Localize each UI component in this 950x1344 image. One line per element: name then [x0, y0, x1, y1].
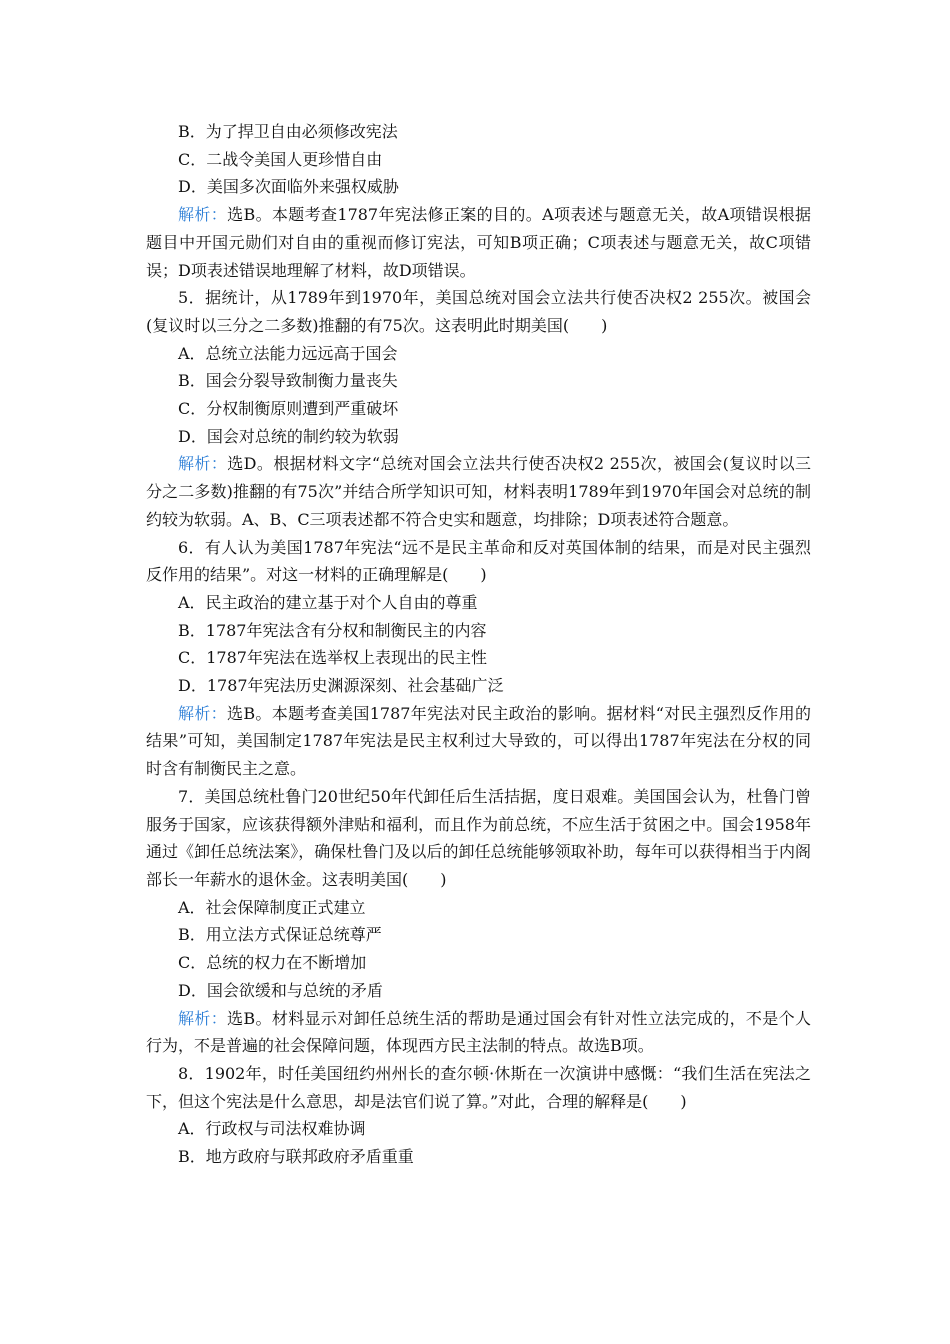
question-5-analysis — [146, 450, 811, 533]
analysis-label: 解析： — [178, 205, 228, 225]
prev-question-options — [146, 118, 811, 201]
analysis-text: 选D。根据材料文字“总统对国会立法共行使否决权2 255次，被国会(复议时以三分之二多数)推翻的有75次”并结合所学知识可知，材料表明1789年到1970年国会对总统的制约较为软弱。A、B、C三项表述都不符合史实和题意，均排除；D项表述符合题意。 — [146, 454, 811, 529]
question-7-analysis — [146, 1005, 811, 1060]
question-5-options — [146, 340, 811, 451]
analysis-text: 选B。本题考查美国1787年宪法对民主政治的影响。据材料“对民主强烈反作用的结果”可知，美国制定1787年宪法是民主权利过大导致的，可以得出1787年宪法在分权的同时含有制衡民主之意。 — [146, 703, 811, 779]
option-c: C．二战令美国人更珍惜自由 — [178, 149, 383, 169]
document-page — [146, 118, 811, 1171]
option-a: A．民主政治的建立基于对个人自由的尊重 — [178, 592, 478, 612]
question-6-options — [146, 589, 811, 700]
option-a: A．社会保障制度正式建立 — [178, 897, 366, 917]
question-8-options — [146, 1115, 811, 1170]
analysis-label: 解析： — [178, 703, 227, 723]
option-b: B．地方政府与联邦政府矛盾重重 — [178, 1147, 414, 1167]
question-8-stem: 8．1902年，时任美国纽约州州长的查尔顿·休斯在一次演讲中感慨：“我们生活在宪法之下，但这个宪法是什么意思，却是法官们说了算。”对此，合理的解释是( ) — [146, 1063, 811, 1111]
prev-question-analysis — [146, 201, 811, 284]
option-c: C．1787年宪法在选举权上表现出的民主性 — [178, 648, 487, 668]
option-b: B．为了捍卫自由必须修改宪法 — [178, 122, 398, 141]
option-b: B．用立法方式保证总统尊严 — [178, 925, 382, 945]
question-7-options — [146, 894, 811, 1005]
analysis-label: 解析： — [178, 454, 228, 474]
option-a: A．行政权与司法权难协调 — [178, 1119, 366, 1139]
question-6-stem: 6．有人认为美国1787年宪法“远不是民主革命和反对英国体制的结果，而是对民主强烈反作用的结果”。对这一材料的正确理解是( ) — [146, 537, 811, 585]
option-b: B．国会分裂导致制衡力量丧失 — [178, 371, 398, 391]
question-6-analysis — [146, 700, 811, 783]
analysis-text: 选B。材料显示对卸任总统生活的帮助是通过国会有针对性立法完成的，不是个人行为，不是普遍的社会保障问题，体现西方民主法制的特点。故选B项。 — [146, 1008, 811, 1056]
option-a: A．总统立法能力远远高于国会 — [178, 343, 398, 363]
question-5-stem: 5．据统计，从1789年到1970年，美国总统对国会立法共行使否决权2 255次。被国会(复议时以三分之二多数)推翻的有75次。这表明此时期美国( ) — [146, 288, 811, 335]
option-d: D．美国多次面临外来强权威胁 — [178, 177, 399, 197]
option-d: D．国会欲缓和与总统的矛盾 — [178, 980, 383, 1000]
option-d: D．1787年宪法历史渊源深刻、社会基础广泛 — [178, 676, 504, 696]
analysis-text: 选B。本题考查1787年宪法修正案的目的。A项表述与题意无关，故A项错误根据题目中开国元勋们对自由的重视而修订宪法，可知B项正确；C项表述与题意无关，故C项错误；D项表述错误地理解了材料，故D项错误。 — [146, 205, 811, 280]
question-7-stem: 7．美国总统杜鲁门20世纪50年代卸任后生活拮据，度日艰难。美国国会认为，杜鲁门曾服务于国家，应该获得额外津贴和福利，而且作为前总统，不应生活于贫困之中。国会1958年通过《卸任总统法案》，确保杜鲁门及以后的卸任总统能够领取补助，每年可以获得相当于内阁部长一年薪水的退休金。这表明美国( ) — [146, 786, 811, 889]
option-b: B．1787年宪法含有分权和制衡民主的内容 — [178, 620, 487, 640]
option-d: D．国会对总统的制约较为软弱 — [178, 426, 399, 446]
option-c: C．总统的权力在不断增加 — [178, 953, 367, 973]
option-c: C．分权制衡原则遭到严重破坏 — [178, 399, 399, 419]
analysis-label: 解析： — [178, 1008, 228, 1028]
